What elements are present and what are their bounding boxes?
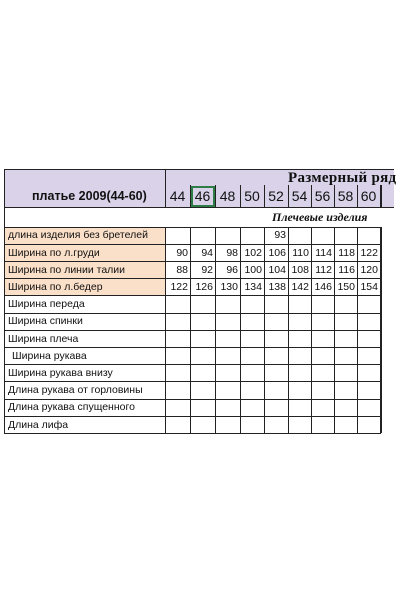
measurement-cell — [288, 313, 311, 330]
size-header-56: 56 — [314, 188, 331, 204]
measurement-cell — [165, 382, 190, 399]
measurement-cell — [165, 365, 190, 382]
measurement-cell — [264, 416, 288, 433]
measurement-cell: 118 — [338, 246, 355, 259]
measurement-cell — [264, 399, 288, 416]
measurement-cell — [357, 227, 380, 244]
measurement-cell — [288, 296, 311, 313]
measurement-cell — [190, 399, 215, 416]
measurement-cell — [190, 347, 215, 364]
grid-hline — [4, 169, 394, 170]
row-label: Ширина по л.бедер — [8, 280, 103, 293]
measurement-cell — [190, 296, 215, 313]
measurement-cell — [240, 227, 264, 244]
measurement-cell: 150 — [337, 280, 355, 293]
measurement-cell — [357, 296, 380, 313]
measurement-cell — [165, 227, 190, 244]
measurement-cell: 122 — [360, 246, 378, 259]
measurement-cell — [165, 296, 190, 313]
measurement-cell — [288, 365, 311, 382]
measurement-cell — [311, 227, 334, 244]
measurement-cell: 146 — [314, 280, 332, 293]
measurement-cell — [215, 365, 240, 382]
measurement-cell: 126 — [195, 280, 213, 293]
measurement-cell — [311, 347, 334, 364]
row-label: Ширина рукава внизу — [8, 366, 113, 379]
measurement-cell — [215, 347, 240, 364]
row-label: Ширина рукава — [12, 349, 87, 362]
measurement-cell — [288, 399, 311, 416]
measurement-cell — [357, 365, 380, 382]
measurement-cell — [190, 313, 215, 330]
model-label: платье 2009(44-60) — [32, 188, 147, 203]
measurement-cell: 94 — [201, 246, 213, 259]
measurement-cell: 106 — [268, 246, 286, 259]
measurement-cell — [357, 347, 380, 364]
measurement-cell: 108 — [291, 263, 309, 276]
measurement-cell — [334, 382, 357, 399]
measurement-cell — [311, 399, 334, 416]
measurement-cell — [357, 382, 380, 399]
measurement-cell — [357, 399, 380, 416]
measurement-cell — [311, 296, 334, 313]
measurement-cell — [240, 296, 264, 313]
measurement-cell — [288, 227, 311, 244]
measurement-cell — [311, 416, 334, 433]
row-label: Длина лифа — [8, 418, 69, 431]
grid-vline — [381, 185, 382, 207]
measurement-cell — [165, 399, 190, 416]
measurement-cell — [215, 416, 240, 433]
measurement-cell — [240, 347, 264, 364]
category-label: Плечевые изделия — [272, 210, 368, 224]
measurement-cell: 122 — [170, 280, 188, 293]
measurement-cell — [215, 382, 240, 399]
measurement-cell — [240, 382, 264, 399]
measurement-cell — [334, 296, 357, 313]
measurement-cell — [288, 382, 311, 399]
measurement-cell: 110 — [292, 246, 309, 259]
measurement-cell — [240, 399, 264, 416]
size-range-title: Размерный ряд — [288, 170, 396, 186]
measurement-cell — [334, 227, 357, 244]
measurement-cell — [215, 296, 240, 313]
measurement-cell — [165, 313, 190, 330]
measurement-cell — [264, 365, 288, 382]
measurement-cell — [190, 365, 215, 382]
measurement-cell: 134 — [244, 280, 262, 293]
measurement-cell — [311, 382, 334, 399]
row-label: Длина рукава от горловины — [8, 384, 143, 397]
row-label: Ширина спинки — [8, 315, 83, 328]
measurement-cell — [215, 330, 240, 347]
measurement-cell — [240, 416, 264, 433]
size-header-46: 46 — [194, 188, 211, 204]
measurement-cell — [165, 347, 190, 364]
size-header-44: 44 — [169, 188, 186, 204]
measurement-cell: 112 — [315, 263, 332, 276]
measurement-cell: 93 — [274, 229, 286, 242]
measurement-cell — [334, 399, 357, 416]
measurement-cell: 92 — [201, 263, 213, 276]
row-label: Ширина переда — [8, 298, 85, 311]
size-header-52: 52 — [268, 188, 284, 204]
measurement-cell — [190, 227, 215, 244]
measurement-cell — [264, 382, 288, 399]
measurement-cell: 104 — [268, 263, 286, 276]
measurement-cell — [264, 313, 288, 330]
measurement-cell — [288, 330, 311, 347]
measurement-cell — [240, 313, 264, 330]
measurement-cell: 130 — [220, 280, 238, 293]
measurement-cell — [334, 365, 357, 382]
measurement-cell — [264, 347, 288, 364]
measurement-cell — [215, 227, 240, 244]
measurement-cell — [311, 313, 334, 330]
measurement-cell: 88 — [176, 263, 188, 276]
measurement-cell — [334, 416, 357, 433]
row-label: Длина рукава спущенного — [8, 401, 135, 414]
measurement-cell — [215, 313, 240, 330]
measurement-cell: 100 — [244, 263, 262, 276]
measurement-cell — [288, 416, 311, 433]
measurement-cell — [165, 330, 190, 347]
measurement-cell — [334, 330, 357, 347]
measurement-cell — [215, 399, 240, 416]
measurement-cell — [240, 365, 264, 382]
measurement-cell — [264, 330, 288, 347]
measurement-cell: 96 — [226, 263, 238, 276]
measurement-cell — [190, 382, 215, 399]
measurement-cell: 142 — [291, 280, 309, 293]
measurement-cell — [190, 416, 215, 433]
measurement-cell — [357, 416, 380, 433]
row-label: Ширина по л.груди — [8, 246, 100, 259]
measurement-cell — [357, 330, 380, 347]
measurement-cell: 154 — [360, 280, 378, 293]
measurement-cell — [311, 365, 334, 382]
measurement-cell: 102 — [244, 246, 262, 259]
size-header-60: 60 — [360, 188, 377, 204]
measurement-cell — [334, 347, 357, 364]
measurement-cell — [190, 330, 215, 347]
measurement-cell: 114 — [315, 246, 332, 259]
measurement-cell — [264, 296, 288, 313]
grid-vline — [165, 169, 166, 185]
measurement-cell — [357, 313, 380, 330]
measurement-cell — [165, 416, 190, 433]
measurement-cell — [288, 347, 311, 364]
size-header-48: 48 — [219, 188, 236, 204]
size-header-54: 54 — [291, 188, 308, 204]
measurement-cell: 98 — [226, 246, 238, 259]
measurement-cell — [311, 330, 334, 347]
measurement-cell: 138 — [268, 280, 286, 293]
size-header-58: 58 — [337, 188, 354, 204]
measurement-cell: 120 — [360, 263, 378, 276]
row-label: Ширина по линии талии — [8, 263, 126, 276]
size-header-50: 50 — [244, 188, 260, 204]
row-label: Ширина плеча — [8, 332, 79, 345]
row-label: длина изделия без бретелей — [8, 229, 148, 242]
selected-size-border — [191, 186, 215, 207]
measurement-cell: 116 — [338, 263, 355, 276]
grid-vline — [381, 227, 382, 433]
measurement-cell — [334, 313, 357, 330]
measurement-cell: 90 — [176, 246, 188, 259]
measurement-cell — [240, 330, 264, 347]
